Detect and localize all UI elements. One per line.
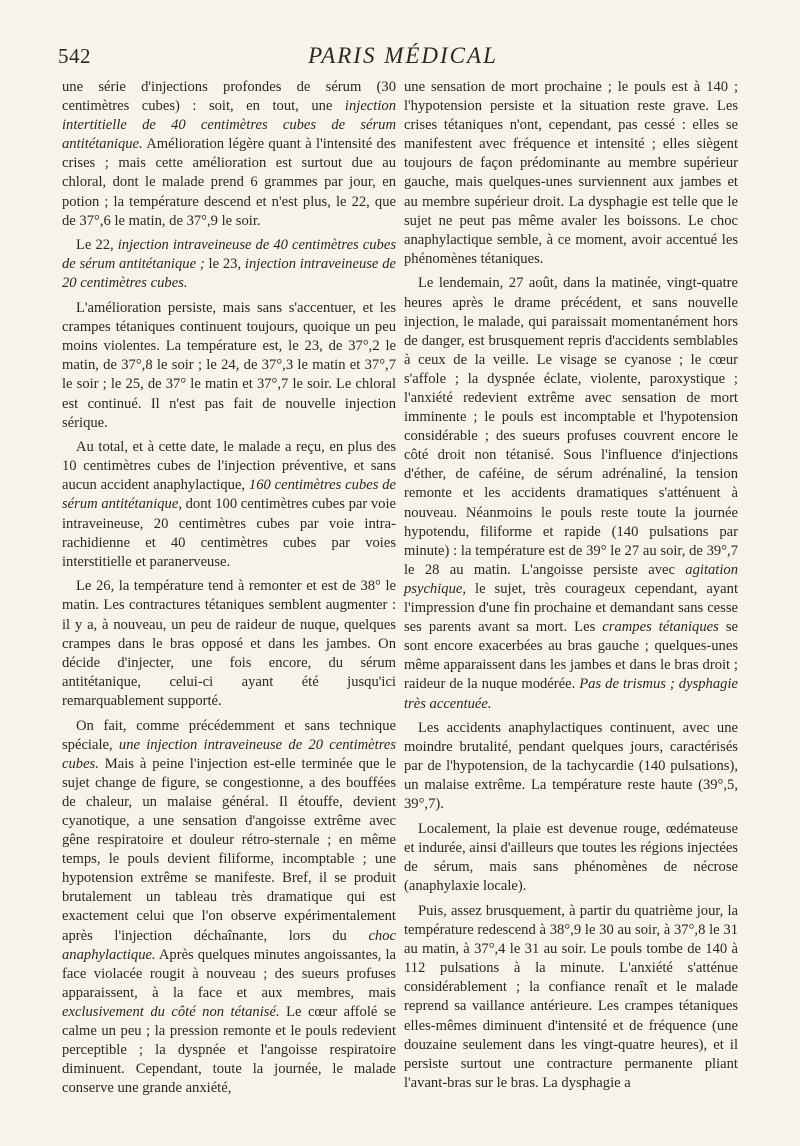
- paragraph: une sensation de mort prochaine ; le pouls est à 140 ; l'hypotension persiste et la situation reste grave. Les crises tétaniques n'ont, cependant, pas cessé : elles se manifestent avec fréquence et intensité ; elles siègent toujours de façon prédominante au membre supérieur gauche, mais quelques-unes surviennent aux jambes et au membre supérieur droit. La dysphagie est telle que le sujet ne peut pas même avaler les boissons. Le choc anaphylactique semble, à ce moment, avoir accentué les phénomènes tétaniques.: [404, 79, 738, 267]
- paragraph: Le 22, injection intraveineuse de 40 centimètres cubes de sérum antitétanique ; le 23, injection intraveineuse de 20 centimètres cubes.: [62, 237, 397, 292]
- paragraph: une série d'injections profondes de sérum (30 centimètres cubes) : soit, en tout, une injection intertitielle de 40 centimètres cubes de sérum antitétanique. Amélioration légère quant à l'intensité des crises ; mais cette amélioration est surtout due au chloral, dont le malade prend 6 grammes par jour, en potion ; la température descend et n'est plus, le 22, que de 37°,6 le matin, de 37°,9 le soir.: [62, 79, 396, 229]
- right-column: [404, 78, 738, 1098]
- paragraph: Au total, et à cette date, le malade a reçu, en plus des 10 centimètres cubes de l'injection préventive, et sans aucun accident anaphylactique, 160 centimètres cubes de sérum antitétanique, dont 100 centimètres cubes par voie intraveineuse, 20 centimètres cubes par voie intra-rachidienne et 40 centimètres cubes par voies interstitielle et paranerveuse.: [62, 439, 396, 570]
- page-number: 542: [58, 44, 91, 68]
- paragraph: On fait, comme précédemment et sans technique spéciale, une injection intraveineuse de 20 centimètres cubes. Mais à peine l'injection est-elle terminée que le sujet change de figure, se congestionne, a des bouffées de chaleur, un malaise général. Il étouffe, devient cyanotique, a une sensation d'angoisse extrême avec gêne respiratoire et douleur rétro-sternale ; en même temps, le pouls devient filiforme, incomptable ; une hypotension extrême se manifeste. Bref, il se produit brutalement un tableau très dramatique qui est exactement celui que l'on observe expérimentalement après l'injection déchaînante, lors du choc anaphylactique. Après quelques minutes angoissantes, la face violacée rougit à nouveau ; des sueurs profuses apparaissent, à la face et aux membres, mais exclusivement du côté non tétanisé. Le cœur affolé se calme un peu ; la pression remonte et le pouls redevient perceptible ; la dyspnée et l'angoisse respiratoire diminuent. Cependant, toute la journée, le malade conserve une grande anxiété,: [62, 717, 397, 1097]
- left-column: [62, 78, 396, 1104]
- paragraph: Le 26, la température tend à remonter et est de 38° le matin. Les contractures tétaniques semblent augmenter : il y a, à nouveau, un peu de raideur de nuque, quelques crampes dans le bras opposé et dans les jambes. On décide d'injecter, une fois encore, du sérum antitétanique, celui-ci ayant été jusqu'ici remarquablement supporté.: [62, 578, 396, 709]
- paragraph: Localement, la plaie est devenue rouge, œdémateuse et indurée, ainsi d'ailleurs que toutes les régions injectées de sérum, mais sans phénomènes de nécrose (anaphylaxie locale).: [404, 821, 738, 895]
- paragraph: Le lendemain, 27 août, dans la matinée, vingt-quatre heures après le drame précédent, et sans nouvelle injection, le malade, qui paraissait momentanément hors de danger, est brusquement repris d'accidents semblables à ceux de la veille. Le visage se cyanose ; le cœur s'affole ; la dyspnée éclate, violente, paroxystique ; l'anxiété redevient extrême avec sensation de mort imminente ; le pouls est incomptable et l'hypotension considérable ; des sueurs profuses couvrent encore le côté droit non tétanisé. Sous l'influence d'injections d'éther, de caféine, de sérum adrénaliné, la tension remonte et les accidents dramatiques s'atténuent à nouveau. Néanmoins le pouls reste toute la journée hypotendu, filiforme et rapide (140 pulsations par minute) : la température est de 39° le 27 au soir, de 39°,7 le 28 au matin. L'angoisse persiste avec agitation psychique, le sujet, très courageux cependant, ayant l'impression d'une fin prochaine et demandant sans cesse ses parents avant sa mort. Les crampes tétaniques se sont encore exacerbées au bras gauche ; quelques-unes même apparaissent dans les jambes et dans le bras droit ; raideur de la nuque modérée. Pas de trismus ; dysphagie très accentuée.: [404, 275, 738, 712]
- paragraph: Puis, assez brusquement, à partir du quatrième jour, la température redescend à 38°,9 le 30 au soir, à 37°,8 le 31 au matin, à 37°,4 le 31 au soir. Le pouls tombe de 140 à 112 pulsations à la minute. L'anxiété s'atténue considérablement ; la confiance renaît et le malade reprend sa vaillance antérieure. Les crampes tétaniques elles-mêmes diminuent d'intensité et de fréquence (une douzaine seulement dans les vingt-quatre heures), et il persiste surtout une contracture permanente pliant l'avant-bras sur le bras. La dysphagie a: [404, 902, 738, 1091]
- journal-title: PARIS MÉDICAL: [308, 43, 498, 68]
- paragraph: L'amélioration persiste, mais sans s'accentuer, et les crampes tétaniques continuent toujours, quoique un peu moins violentes. La température est, le 23, de 37°,2 le matin, de 37°,8 le soir ; le 24, de 37°,3 le matin et 37°,7 le soir ; le 25, de 37° le matin et 37°,7 le soir. Le chloral est continué. Il n'est pas fait de nouvelle injection sérique.: [62, 300, 396, 431]
- paragraph: Les accidents anaphylactiques continuent, avec une moindre brutalité, pendant quelques jours, caractérisés par de l'hypotension, de la tachycardie (140 pulsations), un malaise extrême. La température reste haute (39°,5, 39°,7).: [404, 720, 738, 813]
- page-header: [58, 44, 748, 76]
